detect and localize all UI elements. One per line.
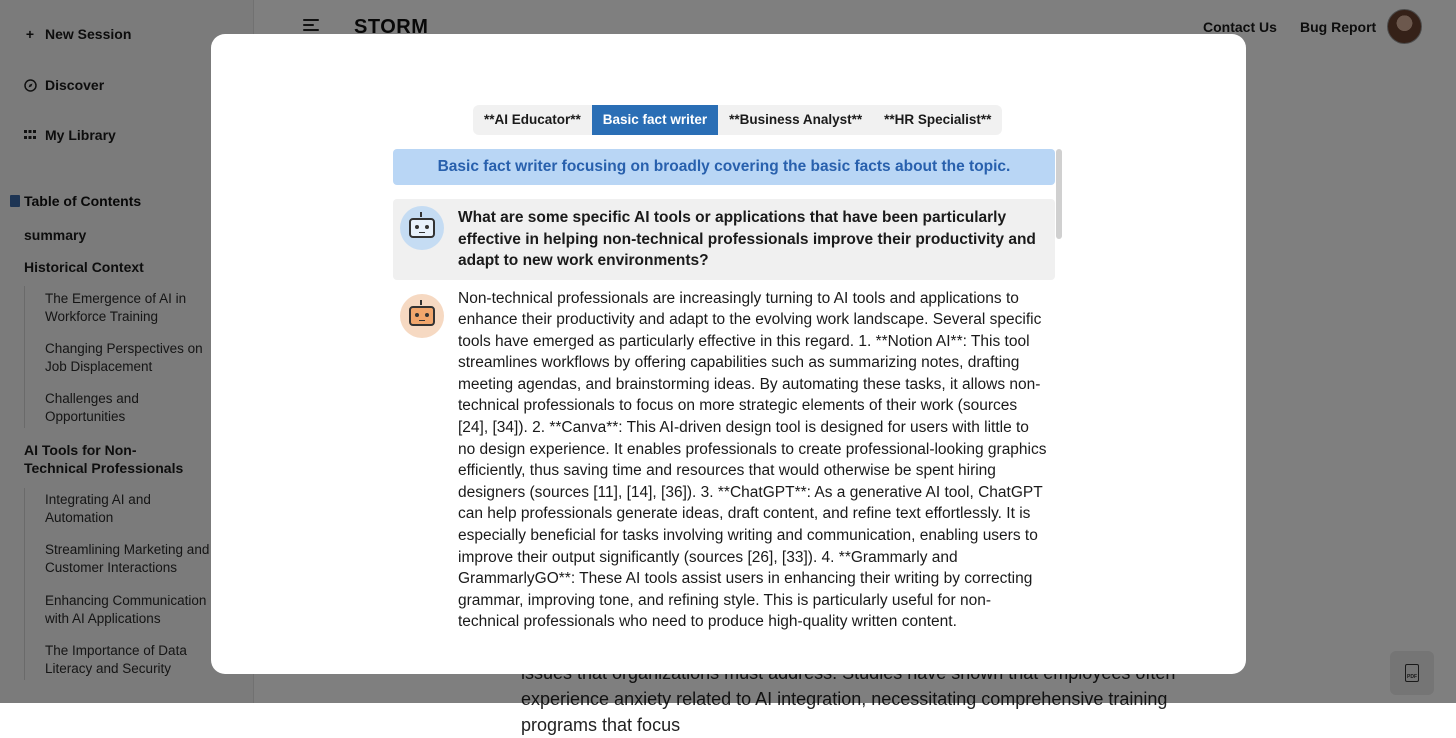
conversation-panel[interactable] xyxy=(393,149,1055,631)
question-card xyxy=(393,199,1055,280)
robot-icon xyxy=(400,294,444,338)
scrollbar[interactable] xyxy=(1056,149,1062,239)
tab-hr-specialist[interactable]: **HR Specialist** xyxy=(884,112,992,127)
article-text: programs that focus xyxy=(521,715,681,735)
question-text: What are some specific AI tools or applications that have been particularly effective in helping non-technical professionals improve their productivity and adapt to new work environments? xyxy=(458,209,1036,269)
tab-business-analyst[interactable]: **Business Analyst** xyxy=(729,112,863,127)
tab-ai-educator[interactable]: **AI Educator** xyxy=(484,112,581,127)
robot-icon xyxy=(400,206,444,250)
answer-card xyxy=(393,280,1055,634)
perspective-description: Basic fact writer focusing on broadly covering the basic facts about the topic. xyxy=(393,149,1055,185)
perspective-tabs xyxy=(473,105,1002,135)
perspective-modal xyxy=(211,34,1246,674)
answer-text: Non-technical professionals are increasingly turning to AI tools and applications to enhance their productivity and adapt to the evolving work landscape. Several specific tools have emerged as particularly effective in this regard. 1. **Notion AI**: This tool streamlines workflows by offering capabilities such as summarizing notes, drafting meeting agendas, and brainstorming ideas. By automating these tasks, it allows non-technical professionals to focus on more strategic elements of their work (sources [24], [34]). 2. **Canva**: This AI-driven design tool is designed for users with little to no design experience. It enables professionals to create professional-looking graphics efficiently, thus saving time and resources that would otherwise be spent hiring designers (sources [11], [14], [36]). 3. **ChatGPT**: As a generative AI tool, ChatGPT can help professionals generate ideas, draft content, and refine text effortlessly. It is especially beneficial for tasks involving writing and communication, enabling users to improve their output significantly (sources [26], [33]). 4. **Grammarly and GrammarlyGO**: These AI tools assist users in enhancing their writing by correcting grammar, improving tone, and refining style. This is particularly useful for non-technical professionals who need to produce high-quality written content. xyxy=(458,289,1047,631)
tab-basic-fact-writer[interactable]: Basic fact writer xyxy=(592,105,718,135)
